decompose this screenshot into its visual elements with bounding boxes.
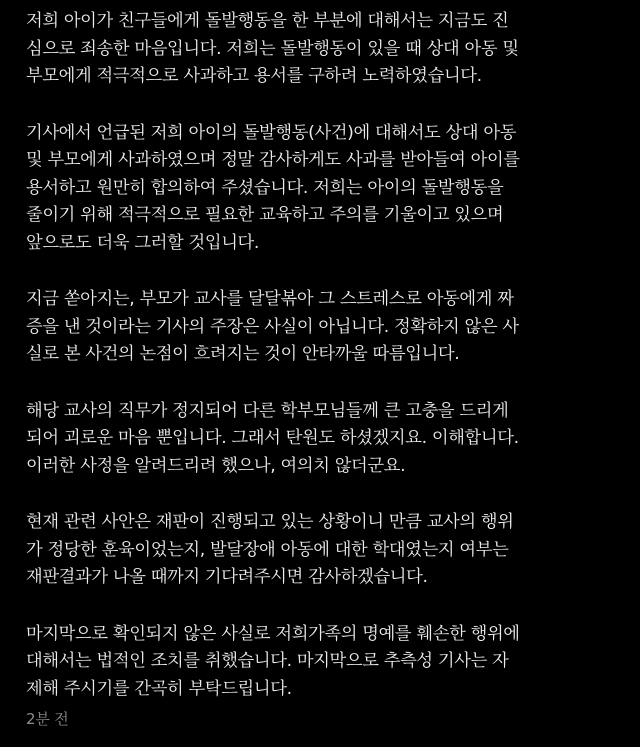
paragraph-apology — [26, 8, 622, 91]
text-line: 되어 괴로운 마음 뿐입니다. 그래서 탄원도 하셨겠지요. 이해합니다. — [26, 428, 519, 448]
text-line: 제해 주시기를 간곡히 부탁드립니다. — [26, 678, 292, 699]
text-line: 마지막으로 확인되지 않은 사실로 저희가족의 명예를 훼손한 행위에 — [26, 623, 520, 644]
paragraph-claims — [26, 286, 622, 369]
text-line: 심으로 죄송한 마음입니다. 저희는 돌발행동이 있을 때 상대 아동 및 — [26, 38, 519, 59]
paragraph-legal — [26, 621, 622, 704]
text-line: 및 부모에게 사과하였으며 정말 감사하게도 사과를 받아들여 아이를 — [26, 150, 520, 170]
text-line: 저희 아이가 친구들에게 돌발행동을 한 부분에 대해서는 지금도 진 — [26, 11, 509, 31]
text-line: 이러한 사정을 알려드리려 했으나, 여의치 않더군요. — [26, 455, 406, 476]
text-line: 대해서는 법적인 조치를 취했습니다. 마지막으로 추측성 기사는 자 — [26, 651, 509, 671]
text-line: 앞으로도 더욱 그러할 것입니다. — [26, 232, 260, 253]
text-line: 부모에게 적극적으로 사과하고 용서를 구하려 노력하였습니다. — [26, 66, 482, 86]
text-line: 증을 낸 것이라는 기사의 주장은 사실이 아닙니다. 정확하지 않은 사 — [26, 316, 519, 337]
text-line: 현재 관련 사안은 재판이 진행되고 있는 상황이니 만큼 교사의 행위 — [26, 512, 514, 532]
text-line: 해당 교사의 직무가 정지되어 다른 학부모님들께 큰 고충을 드리게 — [26, 400, 509, 421]
text-line: 실로 본 사건의 논점이 흐려지는 것이 안타까울 따름입니다. — [26, 344, 460, 364]
text-line: 용서하고 원만히 합의하여 주셨습니다. 저희는 아이의 돌발행동을 — [26, 177, 504, 198]
text-line: 지금 쏟아지는, 부모가 교사를 달달볶아 그 스트레스로 아동에게 짜 — [26, 289, 514, 309]
text-line: 기사에서 언급된 저희 아이의 돌발행동(사건)에 대해서도 상대 아동 — [26, 122, 517, 143]
post-timestamp: 2분 전 — [26, 710, 69, 728]
paragraph-trial — [26, 509, 622, 592]
text-line: 재판결과가 나올 때까지 기다려주시면 감사하겠습니다. — [26, 567, 428, 587]
text-line: 줄이기 위해 적극적으로 필요한 교육하고 주의를 기울이고 있으며 — [26, 205, 504, 225]
post-body — [26, 8, 622, 732]
paragraph-teacher — [26, 398, 622, 481]
text-line: 가 정당한 훈육이었는지, 발달장애 아동에 대한 학대였는지 여부는 — [26, 539, 509, 560]
paragraph-incident — [26, 120, 622, 258]
